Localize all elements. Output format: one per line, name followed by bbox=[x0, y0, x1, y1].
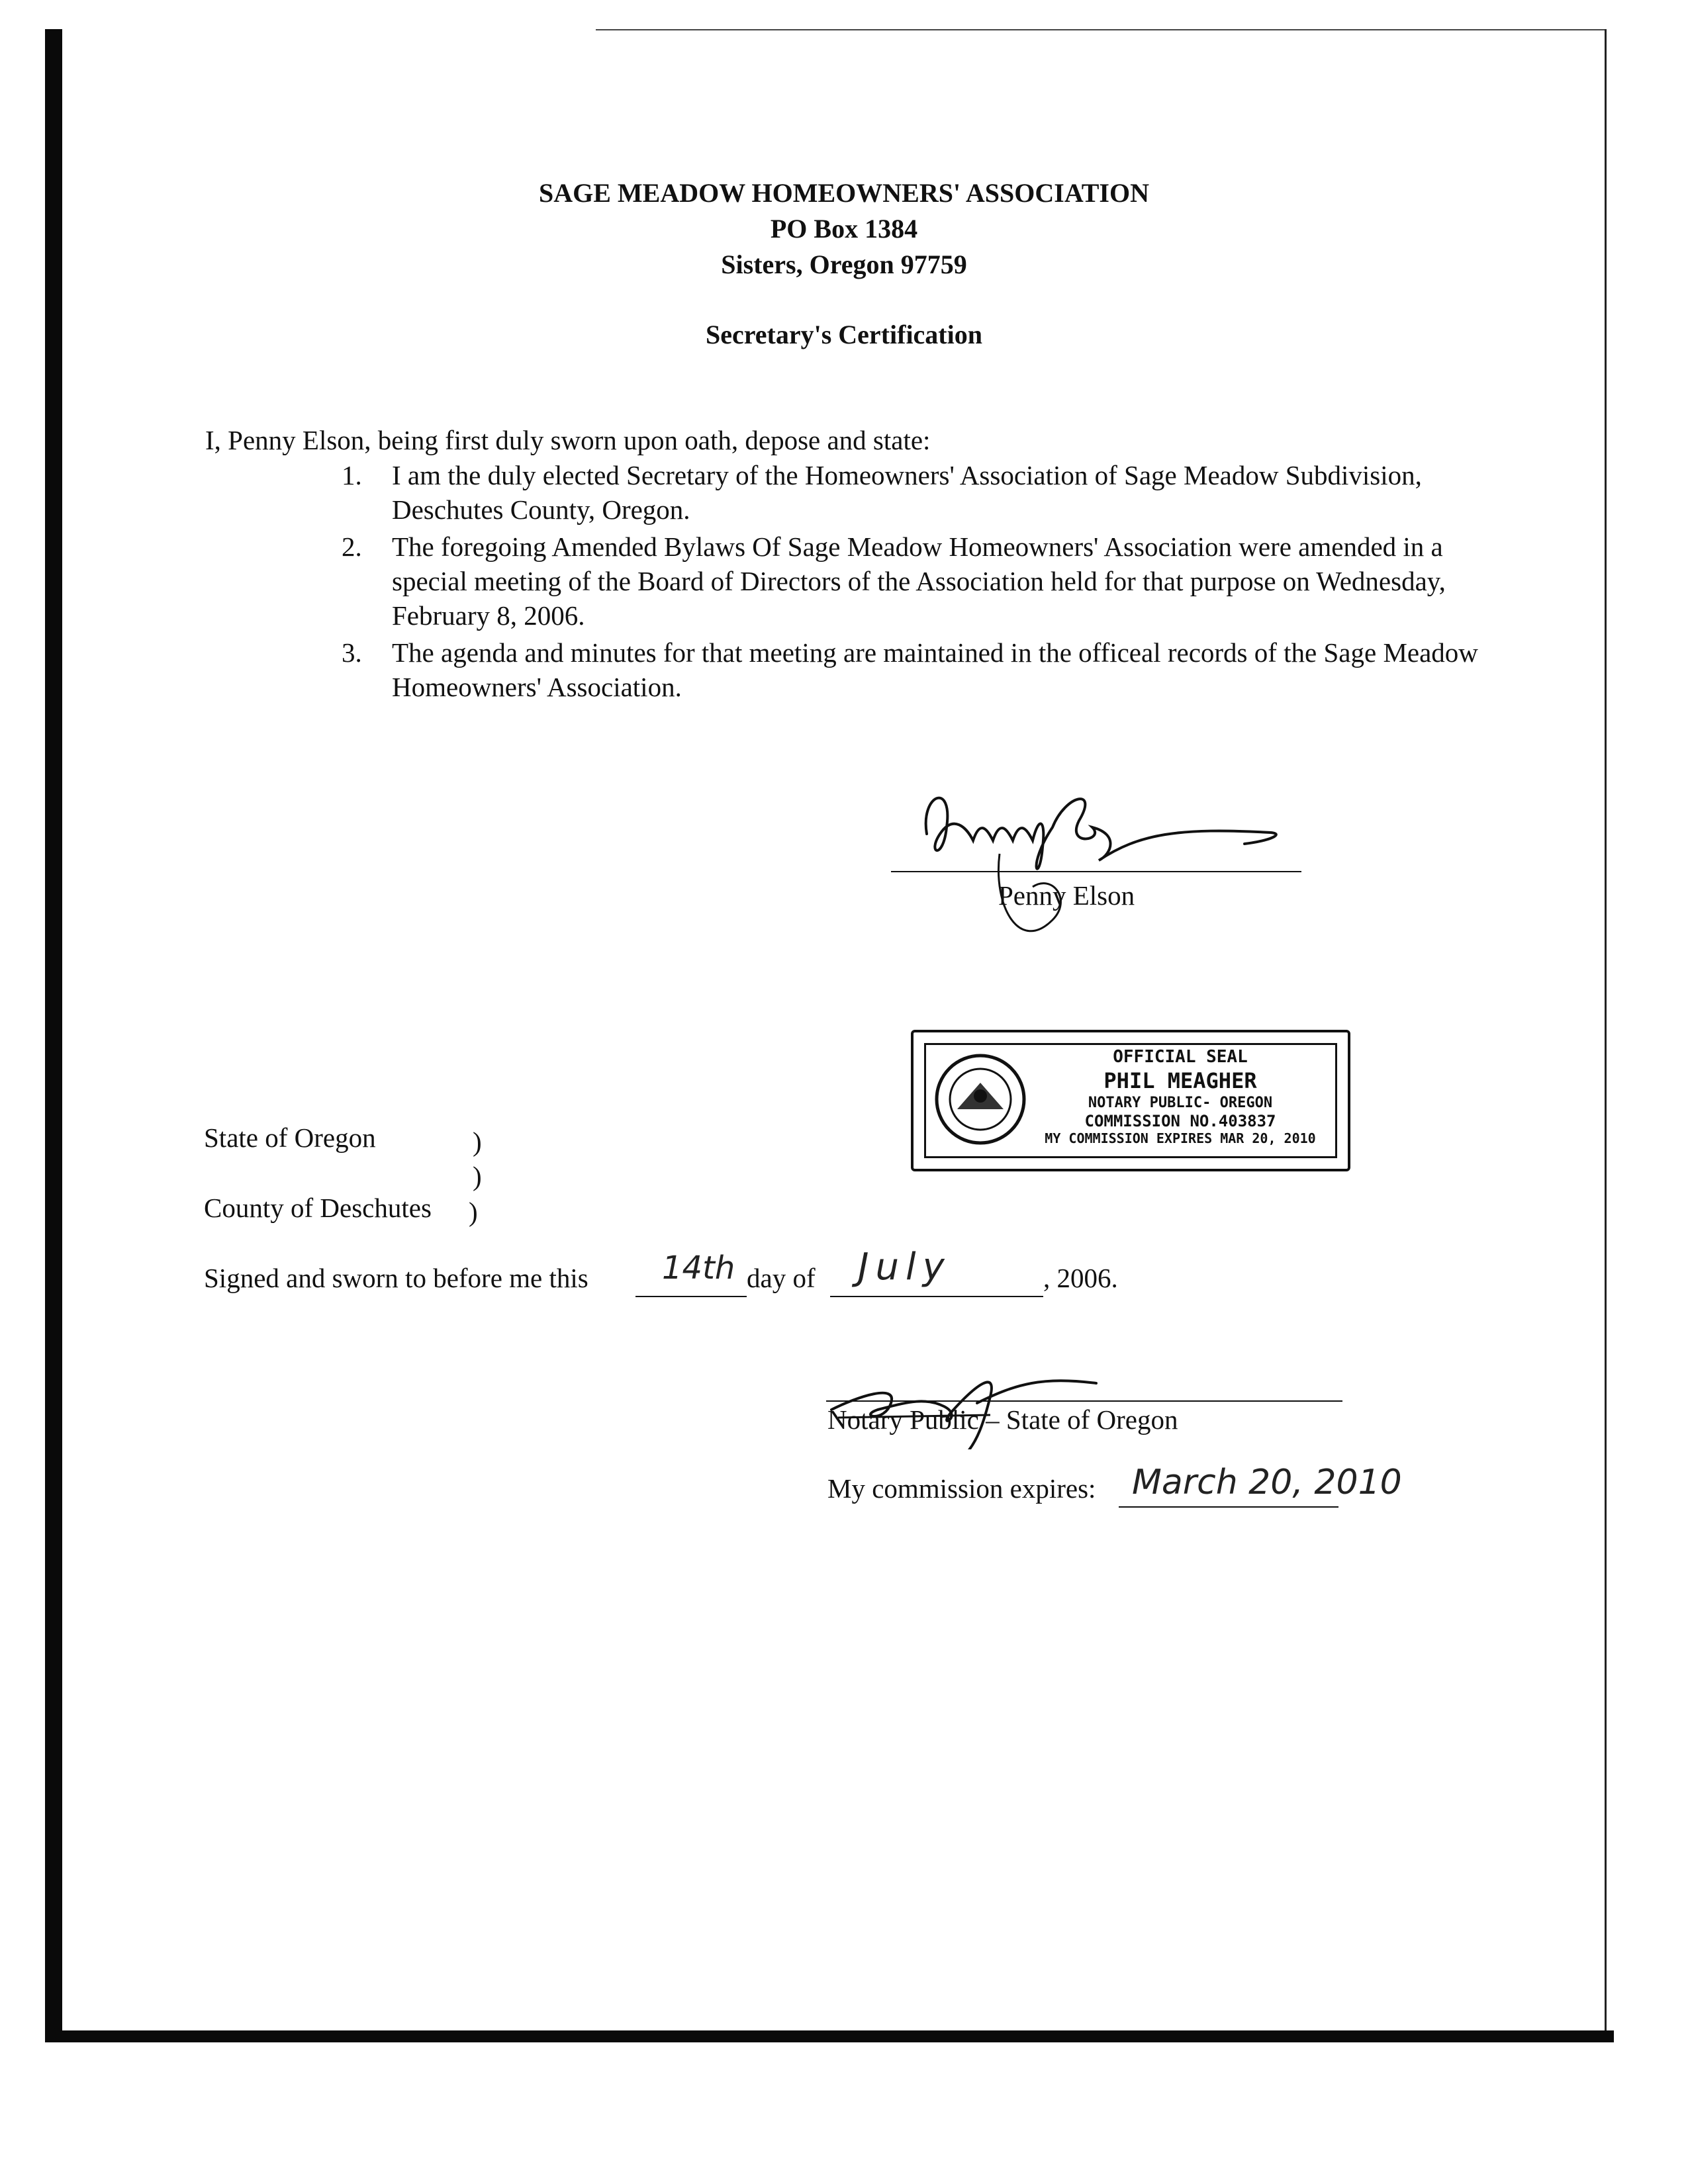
venue-state: State of Oregon bbox=[204, 1122, 376, 1153]
venue-paren: ) bbox=[473, 1161, 482, 1191]
secretary-signature-line bbox=[891, 871, 1301, 872]
seal-commission-expiry: MY COMMISSION EXPIRES MAR 20, 2010 bbox=[1045, 1130, 1316, 1146]
jurat-month-handwritten: July bbox=[858, 1246, 951, 1289]
commission-expires-handwritten: March 20, 2010 bbox=[1132, 1463, 1402, 1502]
venue-county: County of Deschutes bbox=[204, 1193, 432, 1223]
statement-number: 2. bbox=[342, 531, 362, 562]
notary-signature-line bbox=[826, 1400, 1342, 1402]
statement-number: 3. bbox=[342, 637, 362, 668]
organization-name: SAGE MEADOW HOMEOWNERS' ASSOCIATION bbox=[538, 178, 1149, 208]
notary-title: Notary Public – State of Oregon bbox=[827, 1404, 1178, 1435]
jurat-prefix: Signed and sworn to before me this bbox=[204, 1263, 588, 1293]
statement-text: The agenda and minutes for that meeting are maintained in the officeal records of the Sage Meadow Homeowners' Association. bbox=[392, 637, 1478, 702]
venue-paren: ) bbox=[469, 1197, 478, 1227]
scan-border-top bbox=[596, 29, 1605, 30]
statement-list bbox=[342, 458, 1507, 707]
secretary-name: Penny Elson bbox=[998, 880, 1135, 911]
jurat-middle: day of bbox=[747, 1263, 816, 1293]
commission-expires-blank bbox=[1119, 1506, 1338, 1508]
statement-item bbox=[342, 529, 1507, 633]
seal-notary-title: NOTARY PUBLIC- OREGON bbox=[1088, 1095, 1273, 1111]
venue-paren: ) bbox=[473, 1126, 482, 1157]
jurat-suffix: , 2006. bbox=[1043, 1263, 1118, 1293]
seal-commission-number: COMMISSION NO.403837 bbox=[1084, 1112, 1276, 1130]
statement-text: The foregoing Amended Bylaws Of Sage Meadow Homeowners' Association were amended in a special meeting of the Board of Directors of the Association held for that purpose on Wednesday, February 8, 2006. bbox=[392, 531, 1446, 631]
scan-border-bottom bbox=[45, 2030, 1614, 2042]
statement-item bbox=[342, 458, 1507, 527]
statement-item bbox=[342, 635, 1507, 704]
intro-statement: I, Penny Elson, being first duly sworn upon oath, depose and state: bbox=[205, 425, 931, 455]
commission-expires-label: My commission expires: bbox=[827, 1473, 1096, 1504]
organization-city: Sisters, Oregon 97759 bbox=[721, 250, 967, 279]
document-title: Secretary's Certification bbox=[706, 320, 982, 349]
jurat-day-handwritten: 14th bbox=[662, 1250, 735, 1287]
jurat-month-blank bbox=[830, 1296, 1043, 1297]
statement-number: 1. bbox=[342, 460, 362, 490]
organization-address: PO Box 1384 bbox=[770, 214, 918, 244]
secretary-signature bbox=[900, 754, 1297, 946]
jurat-day-blank bbox=[635, 1296, 747, 1297]
statement-text: I am the duly elected Secretary of the Homeowners' Association of Sage Meadow Subdivision, Deschutes County, Oregon. bbox=[392, 460, 1422, 525]
seal-heading: OFFICIAL SEAL bbox=[1113, 1047, 1248, 1067]
seal-notary-name: PHIL MEAGHER bbox=[1103, 1068, 1257, 1093]
notary-seal-stamp bbox=[911, 1030, 1350, 1171]
